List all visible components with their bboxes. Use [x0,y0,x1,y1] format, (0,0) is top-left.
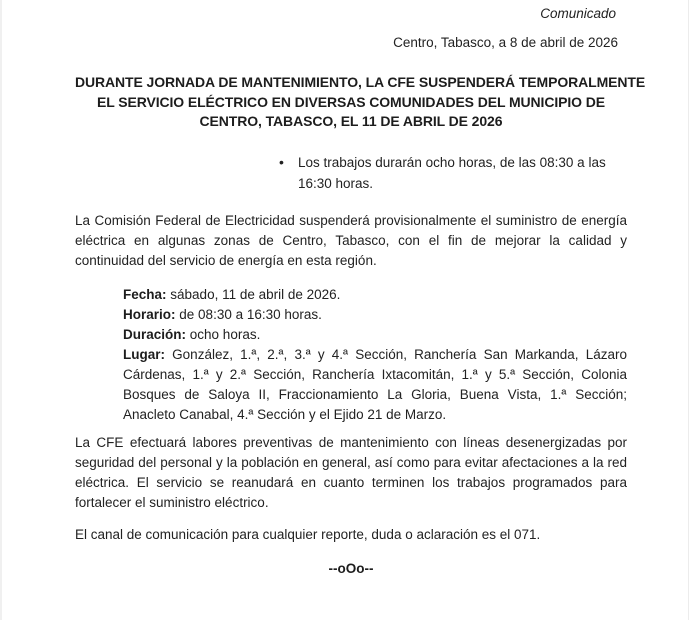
details-block [123,285,627,425]
dateline: Centro, Tabasco, a 8 de abril de 2026 [393,35,618,50]
detail-row-fecha [123,285,627,305]
bullet-item [279,152,641,194]
bullet-text: Los trabajos durarán ocho horas, de las 08:30 a las 16:30 horas. [298,154,606,191]
contact-paragraph: El canal de comunicación para cualquier reporte, duda o aclaración es el 071. [75,526,541,542]
detail-row-horario [123,305,627,325]
closing-mark: --oOo-- [328,560,374,576]
document-type-label: Comunicado [540,6,616,21]
maintenance-paragraph: La CFE efectuará labores preventivas de mantenimiento con líneas desenergizadas por seguridad del personal y la población en general, así como para evitar afectaciones a la red eléctrica. El servicio se reanudará en cuanto terminen los trabajos programados para fortalecer el suministro eléctrico. [75,434,627,510]
headline-line-1: DURANTE JORNADA DE MANTENIMIENTO, LA CFE SUSPENDERÁ TEMPORALMENTE [75,74,646,90]
headline-line-3: CENTRO, TABASCO, EL 11 DE ABRIL DE 2026 [199,113,503,129]
detail-horario-value: de 08:30 a 16:30 horas. [179,306,322,322]
detail-fecha-label: Fecha: [123,286,167,302]
detail-lugar-value: González, 1.ª, 2.ª, 3.ª y 4.ª Sección, Ranchería San Markanda, Lázaro Cárdenas, 1.ª y 2.ª Sección, Ranchería Ixtacomitán, 1.ª y 5.ª Sección, Colonia Bosques de Saloya II, Fraccionamiento La Gloria, Buena Vista, 1.ª Sección; Anacleto Canabal, 4.ª Sección y el Ejido 21 de Marzo. [123,346,627,422]
detail-duracion-label: Duración: [123,326,187,342]
detail-fecha-value: sábado, 11 de abril de 2026. [170,286,341,302]
detail-row-duracion [123,325,627,345]
headline-line-2: EL SERVICIO ELÉCTRICO EN DIVERSAS COMUNIDADES DEL MUNICIPIO DE [97,93,605,110]
intro-paragraph: La Comisión Federal de Electricidad suspenderá provisionalmente el suministro de energía eléctrica en algunas zonas de Centro, Tabasco, con el fin de mejorar la calidad y continuidad del servicio de energía en esta región. [75,212,627,268]
headline [75,73,646,132]
detail-horario-label: Horario: [123,306,176,322]
detail-lugar-label: Lugar: [123,346,165,362]
bullet-marker: • [279,153,284,170]
detail-row-lugar [123,345,627,425]
detail-duracion-value: ocho horas. [189,326,261,342]
